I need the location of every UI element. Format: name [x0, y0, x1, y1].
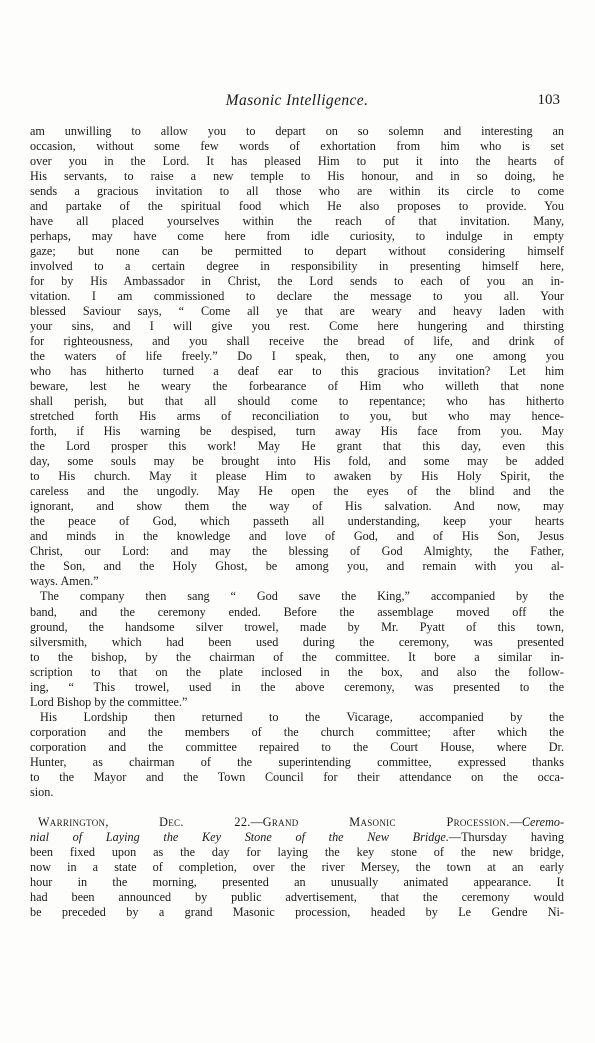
- section-dash: —: [509, 814, 522, 829]
- text-line: to the bishop, by the chairman of the committee. It bore a similar in-: [30, 649, 564, 664]
- running-title: Masonic Intelligence.: [225, 92, 369, 109]
- text-line: for by His Ambassador in Christ, the Lord sends to each of you an in-: [30, 274, 564, 289]
- text-line: corporation and the members of the church committee; after which the: [30, 724, 564, 739]
- paragraph-sermon: [30, 124, 564, 589]
- section-body: [30, 845, 564, 920]
- text-line: silversmith, which had been used during the ceremony, was presented: [30, 634, 564, 649]
- body-text: [30, 124, 564, 920]
- section-subtitle-start: Ceremo-: [521, 814, 565, 829]
- text-line: been fixed upon as the day for laying the key stone of the new bridge,: [30, 844, 564, 859]
- text-line: careless and the ungodly. May He open the eyes of the blind and the: [30, 484, 564, 499]
- text-line: scription to that on the plate inclosed in the box, and also the follow-: [30, 664, 564, 679]
- text-line: His servants, to raise a new temple to His honour, and in so doing, he: [30, 169, 564, 184]
- text-line: perhaps, may have come here from idle curiosity, to indulge in empty: [30, 229, 564, 244]
- section-gap: [30, 800, 564, 815]
- text-line: The company then sang “ God save the King,” accompanied by the: [40, 589, 564, 604]
- paragraph-company-sang: [30, 589, 564, 709]
- section-subtitle-line: [30, 830, 564, 845]
- page-number: 103: [537, 92, 560, 108]
- section-place: Warrington,: [38, 814, 109, 829]
- text-line: who has hitherto turned a deaf ear to this gracious invitation? Let him: [30, 364, 564, 379]
- text-line: had been announced by public advertisement, that the ceremony would: [30, 889, 564, 904]
- text-line: occasion, without some few words of exhortation from him who is set: [30, 139, 564, 154]
- text-line: Lord Bishop by the committee.”: [30, 694, 188, 709]
- section-heading: Grand Masonic Procession.: [262, 814, 510, 829]
- section-warrington: [30, 815, 564, 920]
- section-dash: —: [250, 814, 263, 829]
- text-line: Christ, our Lord: and may the blessing of God Almighty, the Father,: [30, 544, 564, 559]
- text-line: corporation and the committee repaired to the Court House, where Dr.: [30, 739, 564, 754]
- text-line: shall perish, but that all should come to repentance; who has hitherto: [30, 394, 564, 409]
- text-line: band, and the ceremony ended. Before the assemblage moved off the: [30, 604, 564, 619]
- text-line: His Lordship then returned to the Vicarage, accompanied by the: [40, 709, 564, 724]
- text-line: ignorant, and show them the way of His salvation. And now, may: [30, 499, 564, 514]
- text-line: day, some souls may be brought into His fold, and some may be added: [30, 454, 564, 469]
- text-line: stretched forth His arms of reconciliation to you, but who may hence-: [30, 409, 564, 424]
- section-text-start: —Thursday having: [448, 829, 564, 844]
- text-line: hour in the morning, presented an unusually animated appearance. It: [30, 874, 564, 889]
- text-line: to His church. May it please Him to awaken by His Holy Spirit, the: [30, 469, 564, 484]
- text-line: involved to a certain degree in responsibility in presenting himself here,: [30, 259, 564, 274]
- text-line: sends a gracious invitation to all those who are within its circle to come: [30, 184, 564, 199]
- text-line: gaze; but none can be permitted to depart without considering himself: [30, 244, 564, 259]
- text-line: for righteousness, and you shall receive the bread of life, and drink of: [30, 334, 564, 349]
- text-line: the peace of God, which passeth all understanding, keep your hearts: [30, 514, 564, 529]
- text-line: ground, the handsome silver trowel, made by Mr. Pyatt of this town,: [30, 619, 564, 634]
- text-line: the Son, and the Holy Ghost, be among you, and remain with you al-: [30, 559, 564, 574]
- text-line: am unwilling to allow you to depart on so solemn and interesting an: [30, 124, 564, 138]
- text-line: blessed Saviour says, “ Come all ye that are weary and heavy laden with: [30, 304, 564, 319]
- section-subtitle-end: nial of Laying the Key Stone of the New Bridge.: [30, 829, 449, 844]
- text-line: forth, if His warning be despised, turn away His face from you. May: [30, 424, 564, 439]
- text-line: ways. Amen.”: [30, 574, 99, 589]
- text-line: to the Mayor and the Town Council for their attendance on the occa-: [30, 769, 564, 784]
- text-line: over you in the Lord. It has pleased Him to put it into the hearts of: [30, 154, 564, 169]
- text-line: and partake of the spiritual food which He also proposes to provide. You: [30, 199, 564, 214]
- text-line: your sins, and I will give you rest. Come here hungering and thirsting: [30, 319, 564, 334]
- text-line: ing, “ This trowel, used in the above ceremony, was presented to the: [30, 679, 564, 694]
- text-line: the Lord prosper this work! May He grant that this day, even this: [30, 439, 564, 454]
- text-line: the waters of life freely.” Do I speak, then, to any one among you: [30, 349, 564, 364]
- paragraph-lordship-returned: [30, 710, 564, 800]
- text-line: vitation. I am commissioned to declare the message to you all. Your: [30, 289, 564, 304]
- text-line: and minds in the knowledge and love of God, and of His Son, Jesus: [30, 529, 564, 544]
- text-line: Hunter, as chairman of the superintending committee, expressed thanks: [30, 754, 564, 769]
- text-line: have all placed yourselves within the reach of that invitation. Many,: [30, 214, 564, 229]
- running-head: [30, 92, 564, 114]
- text-line: be preceded by a grand Masonic procession, headed by Le Gendre Ni-: [30, 904, 564, 919]
- text-line: beware, lest he weary the forbearance of Him who willeth that none: [30, 379, 564, 394]
- text-line: sion.: [30, 784, 54, 799]
- section-date: Dec. 22.: [159, 814, 251, 829]
- section-heading-line: [30, 815, 564, 830]
- text-line: now in a state of completion, over the river Mersey, the town at an early: [30, 859, 564, 874]
